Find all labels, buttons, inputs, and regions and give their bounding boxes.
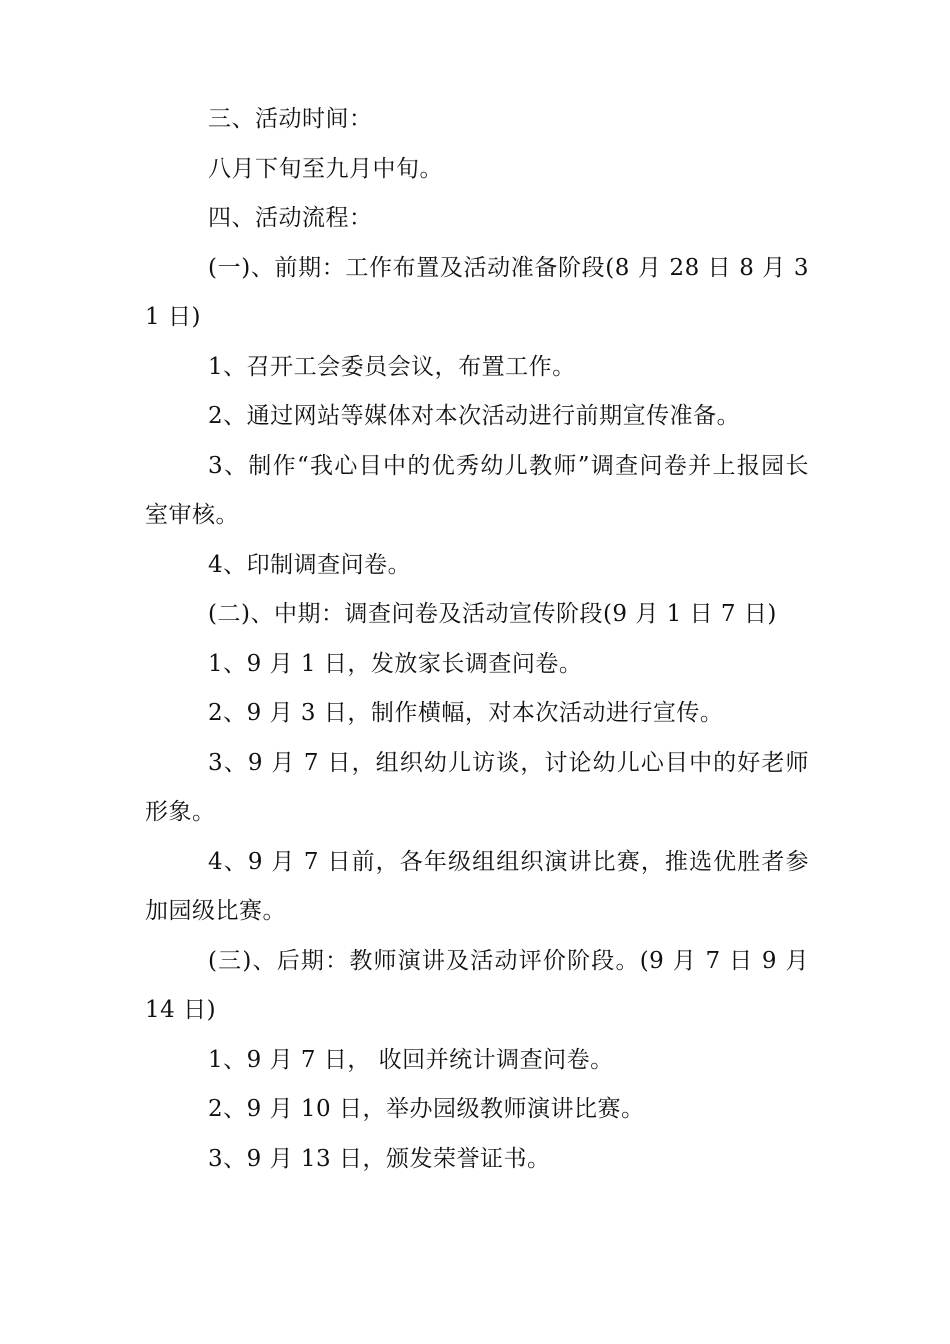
phase-early-heading: (一)、前期：工作布置及活动准备阶段(8 月 28 日 8 月 31 日): [145, 254, 809, 330]
activity-time-text: 八月下旬至九月中旬。: [208, 155, 443, 182]
middle-item-4: 4、9 月 7 日前，各年级组组织演讲比赛，推选优胜者参加园级比赛。: [145, 848, 809, 924]
early-item-1: 1、召开工会委员会议，布置工作。: [208, 353, 576, 380]
section-heading-activity-process: 四、活动流程：: [208, 205, 373, 231]
late-item-2: 2、9 月 10 日，举办园级教师演讲比赛。: [208, 1096, 645, 1122]
late-item-3: 3、9 月 13 日，颁发荣誉证书。: [208, 1145, 551, 1172]
phase-middle-heading: (二)、中期：调查问卷及活动宣传阶段(9 月 1 日 7 日): [208, 601, 777, 627]
middle-item-3: 3、9 月 7 日，组织幼儿访谈，讨论幼儿心目中的好老师形象。: [145, 749, 809, 825]
late-item-1: 1、9 月 7 日， 收回并统计调查问卷。: [208, 1046, 614, 1073]
early-item-4: 4、印制调查问卷。: [208, 551, 412, 578]
early-item-3: 3、制作“我心目中的优秀幼儿教师”调查问卷并上报园长室审核。: [145, 452, 809, 528]
middle-item-2: 2、9 月 3 日，制作横幅，对本次活动进行宣传。: [208, 700, 724, 726]
phase-late-heading: (三)、后期：教师演讲及活动评价阶段。(9 月 7 日 9 月 14 日): [145, 947, 809, 1023]
section-heading-activity-time: 三、活动时间：: [208, 106, 373, 132]
middle-item-1: 1、9 月 1 日，发放家长调查问卷。: [208, 650, 583, 677]
document-body: [145, 95, 809, 1184]
early-item-2: 2、通过网站等媒体对本次活动进行前期宣传准备。: [208, 403, 741, 429]
